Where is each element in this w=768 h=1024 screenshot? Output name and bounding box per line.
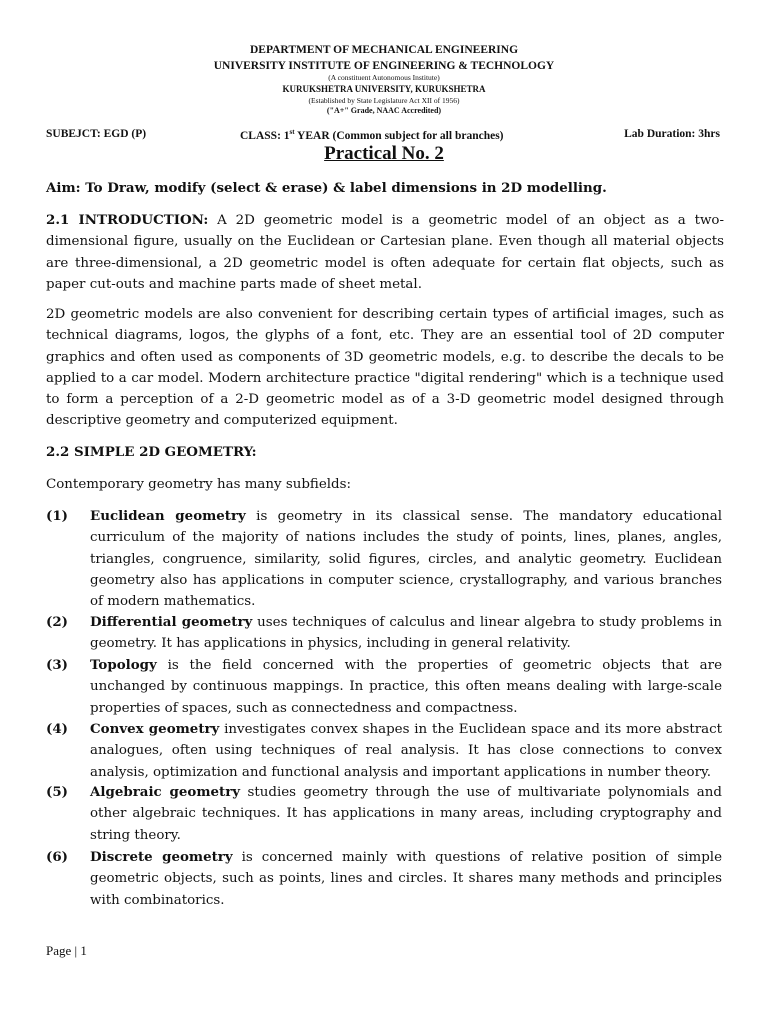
- list-item-text: [90, 612, 722, 655]
- list-item-description: is the field concerned with the properties of geometric objects that are unchanged by continuous mappings. In practice, this often means dealing with large-scale properties of spaces, such as connectedness and compactness.: [90, 658, 722, 716]
- list-item-number: (2): [46, 614, 68, 630]
- list-item-description: is geometry in its classical sense. The mandatory educational curriculum of the majority of nations includes the study of points, lines, planes, angles, triangles, congruence, similarity, solid figures, circles, and analytic geometry. Euclidean geometry also has applications in computer science, crystallography, and various branches of modern mathematics.: [90, 509, 723, 610]
- header-department: DEPARTMENT OF MECHANICAL ENGINEERING: [249, 44, 519, 56]
- page-number: Page | 1: [46, 943, 87, 958]
- list-item-number: (6): [46, 849, 68, 865]
- subfields-intro: Contemporary geometry has many subfields:: [46, 477, 351, 492]
- list-item-term: Convex geometry: [90, 721, 220, 737]
- list-item-number: (5): [46, 784, 68, 800]
- list-item-term: Algebraic geometry: [90, 784, 241, 800]
- list-item-description: studies geometry through the use of multivariate polynomials and other algebraic techniques. It has applications in many areas, including cryptography and string theory.: [90, 785, 722, 843]
- header-institute: UNIVERSITY INSTITUTE OF ENGINEERING & TECHNOLOGY: [213, 60, 555, 72]
- list-item-description: is concerned mainly with questions of relative position of simple geometric objects, such as points, lines and circles. It shares many methods and principles with combinatorics.: [90, 850, 722, 908]
- header-accreditation: ("A+" Grade, NAAC Accredited): [326, 106, 442, 115]
- list-item-number: (3): [46, 657, 68, 673]
- list-item-term: Topology: [90, 657, 157, 673]
- header-university: KURUKSHETRA UNIVERSITY, KURUKSHETRA: [282, 84, 486, 94]
- intro-paragraph: [46, 210, 724, 295]
- intro-heading: 2.1 INTRODUCTION:: [46, 212, 209, 228]
- list-item-text: [90, 506, 722, 612]
- list-item-text: [90, 719, 722, 783]
- class-ordinal: st: [289, 128, 295, 136]
- lab-duration: Lab Duration: 3hrs: [624, 128, 720, 140]
- list-item-number: (1): [46, 508, 68, 524]
- list-item-text: [90, 847, 722, 911]
- list-item-term: Differential geometry: [90, 614, 253, 630]
- aim-statement: Aim: To Draw, modify (select & erase) & label dimensions in 2D modelling.: [46, 180, 607, 196]
- list-item-number: (4): [46, 721, 68, 737]
- section-heading-simple-2d: 2.2 SIMPLE 2D GEOMETRY:: [46, 444, 257, 460]
- list-item-text: [90, 782, 722, 846]
- class-suffix: YEAR (Common subject for all branches): [294, 129, 504, 142]
- intro-text: A 2D geometric model is a geometric model of an object as a two-dimensional figure, usually on the Euclidean or Cartesian plane. Even though all material objects are three-dimensional, a 2D geometric model is often adequate for certain flat objects, such as paper cut-outs and machine parts made of sheet metal.: [46, 213, 724, 292]
- second-paragraph: 2D geometric models are also convenient for describing certain types of artificial images, such as technical diagrams, logos, the glyphs of a font, etc. They are an essential tool of 2D computer graphics and often used as components of 3D geometric models, e.g. to describe the decals to be applied to a car model. Modern architecture practice "digital rendering" which is a technique used to form a perception of a 2-D geometric model as of a 3-D geometric model designed through descriptive geometry and computerized equipment.: [46, 307, 724, 429]
- class-label: [240, 128, 504, 142]
- practical-title: Practical No. 2: [324, 143, 444, 164]
- list-item-text: [90, 655, 722, 719]
- header-constituent: (A constituent Autonomous Institute): [328, 73, 440, 82]
- subject-label: SUBEJCT: EGD (P): [46, 128, 147, 140]
- list-item-term: Euclidean geometry: [90, 508, 246, 524]
- list-item-term: Discrete geometry: [90, 849, 233, 865]
- header-established: (Established by State Legislature Act XII of 1956): [308, 96, 460, 105]
- class-prefix: CLASS: 1: [240, 129, 290, 142]
- list-item-description: uses techniques of calculus and linear algebra to study problems in geometry. It has applications in physics, including in general relativity.: [90, 615, 722, 652]
- list-item-description: investigates convex shapes in the Euclidean space and its more abstract analogues, often using techniques of real analysis. It has close connections to convex analysis, optimization and functional analysis and important applications in number theory.: [90, 722, 722, 780]
